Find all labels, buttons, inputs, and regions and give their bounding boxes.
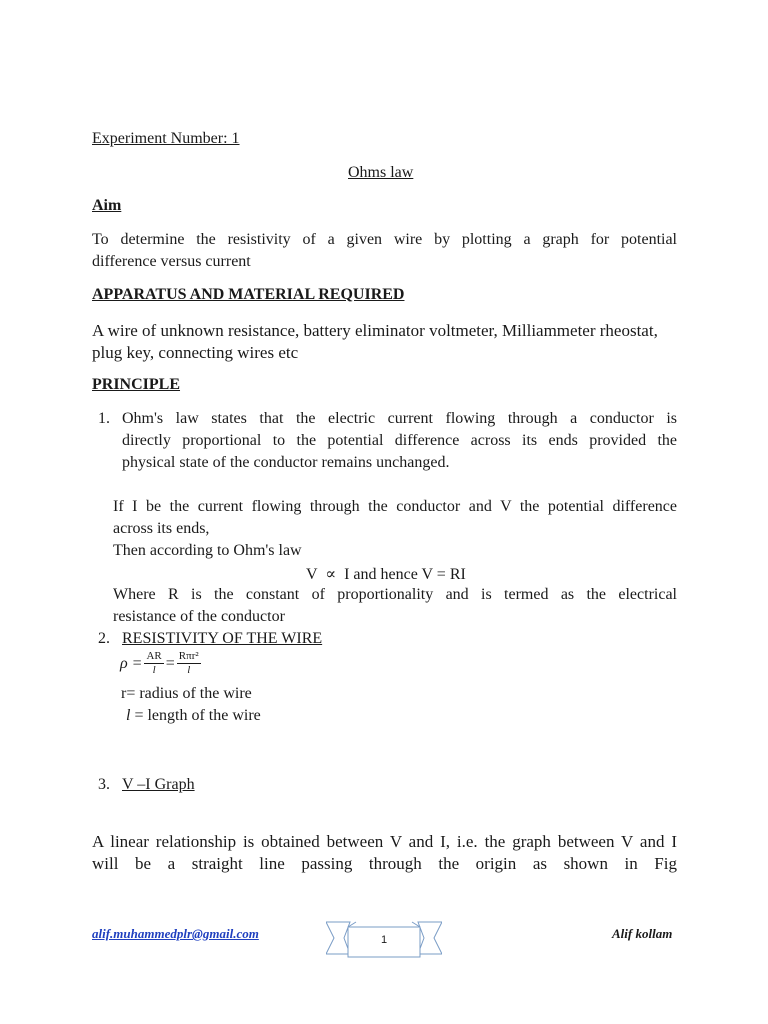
footer-email-link[interactable]: alif.muhammedplr@gmail.com [92,926,259,941]
para-line-2: across its ends, [113,520,210,537]
resistivity-heading: RESISTIVITY OF THE WIRE [122,630,323,647]
apparatus-line-2: plug key, connecting wires etc [92,343,299,362]
para-line-4: Where R is the constant of proportionality and is termed as the electrical [113,586,677,603]
length-definition [126,707,261,725]
principle-heading: PRINCIPLE [92,376,181,393]
vi-graph-heading: V –I Graph [122,776,195,793]
length-text: = length of the wire [130,707,261,724]
fraction-1-numerator: AR [146,650,162,662]
page-title: Ohms law [348,164,414,181]
ohms-law-formula: V ∝ I and hence V = RI [306,566,466,583]
para-line-1: If I be the current flowing through the conductor and V the potential difference [113,498,677,515]
item-3-number: 3. [98,776,110,793]
radius-definition: r= radius of the wire [121,685,252,702]
item-2-number: 2. [98,630,110,647]
graph-para-line-1: A linear relationship is obtained between V and I, i.e. the graph between V and I [92,832,677,851]
aim-line-2: difference versus current [92,253,251,270]
apparatus-heading: APPARATUS AND MATERIAL REQUIRED [92,286,405,303]
item-1-line-3: physical state of the conductor remains unchanged. [122,454,450,471]
resistivity-formula [120,650,203,677]
fraction-2-numerator: Rπr² [178,650,199,662]
aim-heading: Aim [92,197,122,214]
fraction-2-denominator: l [187,664,191,676]
para-line-3: Then according to Ohm's law [113,542,302,559]
item-1-number: 1. [98,410,110,427]
graph-para-line-2: will be a straight line passing through the origin as shown in Fig [92,854,677,873]
rho-symbol: ρ = [120,654,143,672]
equals-sign: = [165,654,175,672]
page-number-ribbon [326,918,442,958]
experiment-number: Experiment Number: 1 [92,130,240,147]
para-line-5: resistance of the conductor [113,608,285,625]
page-number: 1 [380,934,388,946]
fraction-ar-over-l [144,650,163,677]
length-symbol: l [126,707,131,724]
fraction-1-denominator: l [152,664,156,676]
fraction-rpir2-over-l [177,650,201,677]
item-1-line-2: directly proportional to the potential difference across its ends provided the [122,432,677,449]
aim-line-1: To determine the resistivity of a given wire by plotting a graph for potential [92,231,677,248]
apparatus-line-1: A wire of unknown resistance, battery eliminator voltmeter, Milliammeter rheostat, [92,321,658,340]
item-1-line-1: Ohm's law states that the electric current flowing through a conductor is [122,410,677,427]
footer-author: Alif kollam [612,926,673,941]
